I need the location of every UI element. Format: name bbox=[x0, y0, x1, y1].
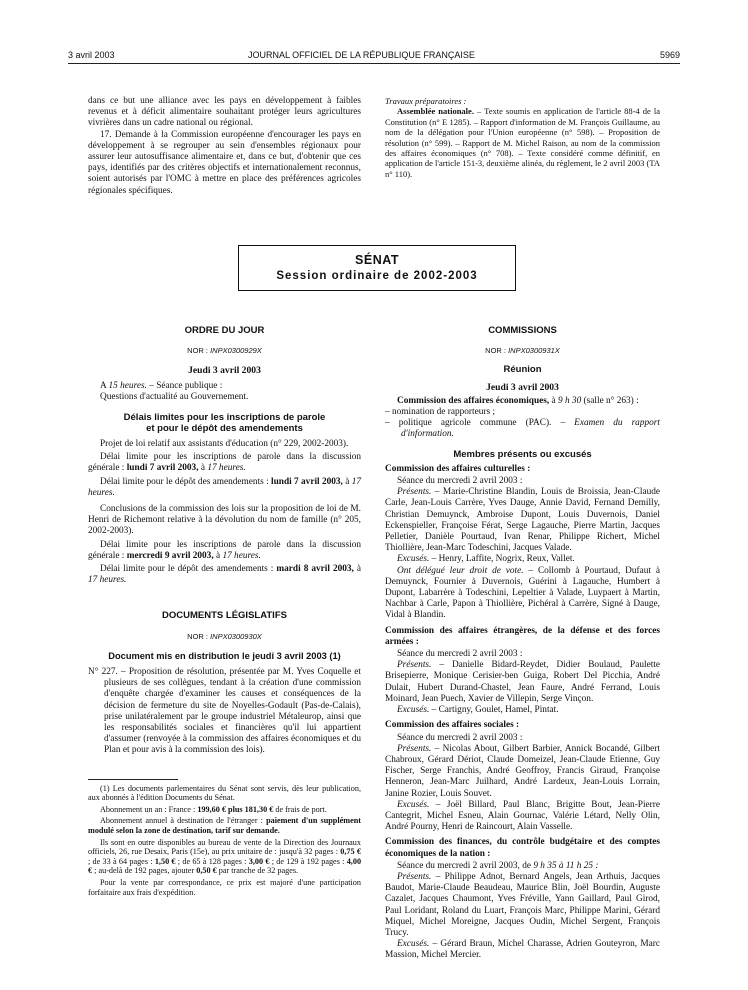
assemblee-label: Assemblée nationale. bbox=[397, 106, 474, 117]
paragraph: Excusés. – Joël Billard, Paul Blanc, Brigitte Bout, Jean-Pierre Cantegrit, Michel Esneu, Alain Gournac, Valérie Létard, Nelly Olin, André Pourny, Henri de Raincourt, Alain Vasselle. bbox=[385, 799, 660, 833]
commission-title: Commission des affaires étrangères, de la défense et des forces armées : bbox=[385, 625, 660, 647]
header-date: 3 avril 2003 bbox=[68, 50, 115, 60]
documents-subtitle: Document mis en distribution le jeudi 3 avril 2003 (1) bbox=[108, 650, 341, 661]
footnotes bbox=[88, 779, 361, 898]
paragraph: dans ce but une alliance avec les pays en développement à faibles revenus et à déficit alimentaire souhaitant protéger leurs agricultures vivrières dans un cadre national ou régional. bbox=[88, 96, 361, 129]
paragraph: Conclusions de la commission des lois sur la proposition de loi de M. Henri de Richemont relative à la dévolution du nom de famille (n° 205, 2002-2003). bbox=[88, 504, 361, 537]
paragraph: Commission des affaires économiques, à 9 h 30 (salle n° 263) : bbox=[397, 395, 639, 406]
paragraph: Présents. – Philippe Adnot, Bernard Angels, Jean Arthuis, Jacques Baudot, Marie-Claude Beaudeau, Maurice Blin, Joël Bourdin, Auguste Cazalet, Jacques Chaumont, Yves Fréville, Yann Gaillard, Paul Girod, Paul Loridant, Roland du Luart, François Marc, Philippe Marini, Gérard Miquel, Michel Moreigne, Jacques Oudin, Michel Sergent, François Trucy. bbox=[385, 871, 660, 938]
nor-reference: NOR : INPX0300930X bbox=[187, 631, 262, 641]
paragraph: Présents. – Marie-Christine Blandin, Louis de Broissia, Jean-Claude Carle, Jean-Louis Carrère, Yves Dauge, Annie David, Fernand Demilly, Christian Demuynck, Ambroise Dupont, Louis Duvernois, Daniel Eckenspieller, Françoise Férat, Serge Lagauche, Pierre Martin, Jacques Pelletier, Danièle Pourtaud, Ivan Renar, Philippe Richert, Michel Thiollière, Jean-Marc Todeschini, Jacques Valade. bbox=[385, 487, 660, 554]
paragraph: Délai limite pour les inscriptions de parole dans la discussion générale : mercredi 9 avril 2003, à 17 heures. bbox=[88, 539, 361, 561]
senat-title: SÉNAT bbox=[355, 253, 399, 267]
footnote: Pour la vente par correspondance, ce prix est majoré d'une participation forfaitaire aux frais d'expédition. bbox=[88, 878, 361, 897]
header-page-number: 5969 bbox=[659, 50, 680, 60]
list-item: – politique agricole commune (PAC). – Examen du rapport d'information. bbox=[385, 418, 660, 440]
commission-title: Commission des finances, du contrôle budgétaire et des comptes économiques de la nation : bbox=[385, 837, 660, 859]
session-title: Session ordinaire de 2002-2003 bbox=[276, 270, 478, 282]
paragraph: 17. Demande à la Commission européenne d'encourager les pays en développement à se regrouper au sein d'ensembles régionaux pour assurer leur autosuffisance alimentaire et, dans ce but, d'obtenir que ces pays, identifiés par des critères objectifs et internationalement reconnus, soient autorisés par l'OMC à mettre en place des préférences agricoles régionales spécifiques. bbox=[88, 129, 361, 196]
paragraph: Questions d'actualité au Gouvernement. bbox=[100, 391, 249, 402]
commission-title: Commission des affaires culturelles : bbox=[385, 463, 531, 474]
paragraph: Délai limite pour le dépôt des amendements : mardi 8 avril 2003, à 17 heures. bbox=[88, 564, 362, 586]
commission-title: Commission des affaires sociales : bbox=[385, 720, 520, 731]
travaux-preparatoires bbox=[385, 96, 660, 179]
nor-reference: NOR : INPX0300929X bbox=[187, 346, 262, 356]
travaux-heading: Travaux préparatoires : bbox=[385, 96, 467, 106]
delais-heading: Délais limites pour les inscriptions de parole et pour le dépôt des amendements bbox=[123, 412, 326, 435]
footnote-rule bbox=[88, 779, 178, 780]
reunion-heading: Réunion bbox=[503, 364, 542, 376]
paragraph: A 15 heures. – Séance publique : bbox=[100, 380, 223, 391]
ordre-du-jour-heading: ORDRE DU JOUR bbox=[184, 325, 265, 336]
header-journal-title: JOURNAL OFFICIEL DE LA RÉPUBLIQUE FRANÇAISE bbox=[248, 50, 475, 60]
footnote: Abonnement annuel à destination de l'étranger : paiement d'un supplément modulé selon la zone de destination, tarif sur demande. bbox=[88, 816, 362, 836]
paragraph: Excusés. – Henry, Laffite, Nogrix, Reux, Vallet. bbox=[397, 554, 575, 565]
left-column bbox=[88, 325, 361, 897]
reunion-date: Jeudi 3 avril 2003 bbox=[486, 381, 559, 393]
paragraph: Projet de loi relatif aux assistants d'éducation (n° 229, 2002-2003). bbox=[100, 439, 349, 450]
footnote: Abonnement un an : France : 199,60 € plus 181,30 € de frais de port. bbox=[100, 804, 327, 814]
seance-line: Séance du mercredi 2 avril 2003, de 9 h 35 à 11 h 25 : bbox=[397, 860, 599, 871]
documents-legislatifs-heading: DOCUMENTS LÉGISLATIFS bbox=[162, 610, 287, 622]
paragraph: Excusés. – Gérard Braun, Michel Charasse, Adrien Gouteyron, Marc Massion, Michel Mercier. bbox=[385, 939, 660, 961]
paragraph: Ont délégué leur droit de vote. – Collomb à Pourtaud, Dufaut à Demuynck, Fournier à Duvernois, Guérini à Lagauche, Humbert à Dupont, Labarrère à Todeschini, Lepeltier à Valade, Luypaert à Martin, Nachbar à Carle, Papon à Thiollière, Pichéral à Carrère, Signé à Dauge, Vidal à Blandin. bbox=[385, 565, 660, 621]
nor-reference: NOR : INPX0300931X bbox=[485, 346, 560, 356]
top-left-column bbox=[88, 96, 361, 197]
paragraph: Présents. – Danielle Bidard-Reydet, Didier Boulaud, Paulette Brisepierre, Monique Cerisier-ben Guiga, Robert Del Picchia, André Dulait, Hubert Durand-Chastel, Jean Faure, André Ferrand, Louis Moinard, Jean Puech, Xavier de Villepin, Serge Vinçon. bbox=[385, 660, 660, 704]
membres-heading: Membres présents ou excusés bbox=[453, 448, 592, 460]
paragraph: Délai limite pour le dépôt des amendements : lundi 7 avril 2003, à 17 heures. bbox=[88, 476, 361, 498]
document-item: N° 227. – Proposition de résolution, présentée par M. Yves Coquelle et plusieurs de ses collègues, tendant à la création d'une commission d'enquête chargée d'examiner les causes et conséquences de la décision de fermeture du site de Noyelles-Godault (Pas-de-Calais), prise unilatéralement par le groupe industriel Métaleurop, ainsi que les responsabilités sociales et financières qu'il lui appartient d'assumer (renvoyée à la commission des affaires économiques et du Plan et pour avis à la commission des lois). bbox=[88, 667, 361, 756]
paragraph: Excusés. – Cartigny, Goulet, Hamel, Pintat. bbox=[397, 705, 559, 716]
header-rule bbox=[68, 63, 680, 64]
paragraph: Présents. – Nicolas About, Gilbert Barbier, Annick Bocandé, Gilbert Chabroux, Gérard Dériot, Claude Domeizel, Jean-Claude Etienne, Guy Fischer, Serge Franchis, André Geoffroy, Francis Giraud, Françoise Henneron, Jean-Marc Juilhard, André Lardeux, Jean-Louis Lorrain, Janine Rozier, Louis Souvet. bbox=[385, 743, 660, 799]
paragraph: Délai limite pour les inscriptions de parole dans la discussion générale : lundi 7 avril 2003, à 17 heures. bbox=[88, 452, 361, 474]
footnote: Ils sont en outre disponibles au bureau de vente de la Direction des Journaux officiels, 26, rue Desaix, Paris (15e), au prix unitaire de : jusqu'à 32 pages : 0,75 € ; de 33 à 64 pages : 1,50 € ; de 65 à 128 pages : 3,00 € ; de 129 à 192 pages : 4,00 € ; au-delà de 192 pages, ajouter 0,50 € par tranche de 32 pages. bbox=[88, 837, 362, 876]
list-item: – nomination de rapporteurs ; bbox=[385, 407, 495, 418]
senat-title-box bbox=[238, 245, 516, 291]
seance-line: Séance du mercredi 2 avril 2003 : bbox=[397, 732, 523, 743]
seance-date: Jeudi 3 avril 2003 bbox=[188, 365, 261, 377]
right-column bbox=[385, 325, 660, 962]
travaux-text: – Texte soumis en application de l'article 88-4 de la Constitution (n° E 1285). – Rapport d'information de M. François Guillaume, au nom de la délégation pour l'Union européenne (n° 598). – Proposition de résolution (n° 599). – Rapport de M. Michel Raison, au nom de la commission des affaires économiques (n° 708). – Texte considéré comme définitif, en application de l'article 151-3, deuxième alinéa, du règlement, le 2 avril 2003 (TA n° 110). bbox=[385, 106, 660, 179]
seance-line: Séance du mercredi 2 avril 2003 : bbox=[397, 476, 523, 487]
commissions-heading: COMMISSIONS bbox=[488, 325, 557, 336]
seance-line: Séance du mercredi 2 avril 2003 : bbox=[397, 649, 523, 660]
footnote: (1) Les documents parlementaires du Sénat sont servis, dès leur publication, aux abonnés à l'édition Documents du Sénat. bbox=[88, 783, 361, 803]
